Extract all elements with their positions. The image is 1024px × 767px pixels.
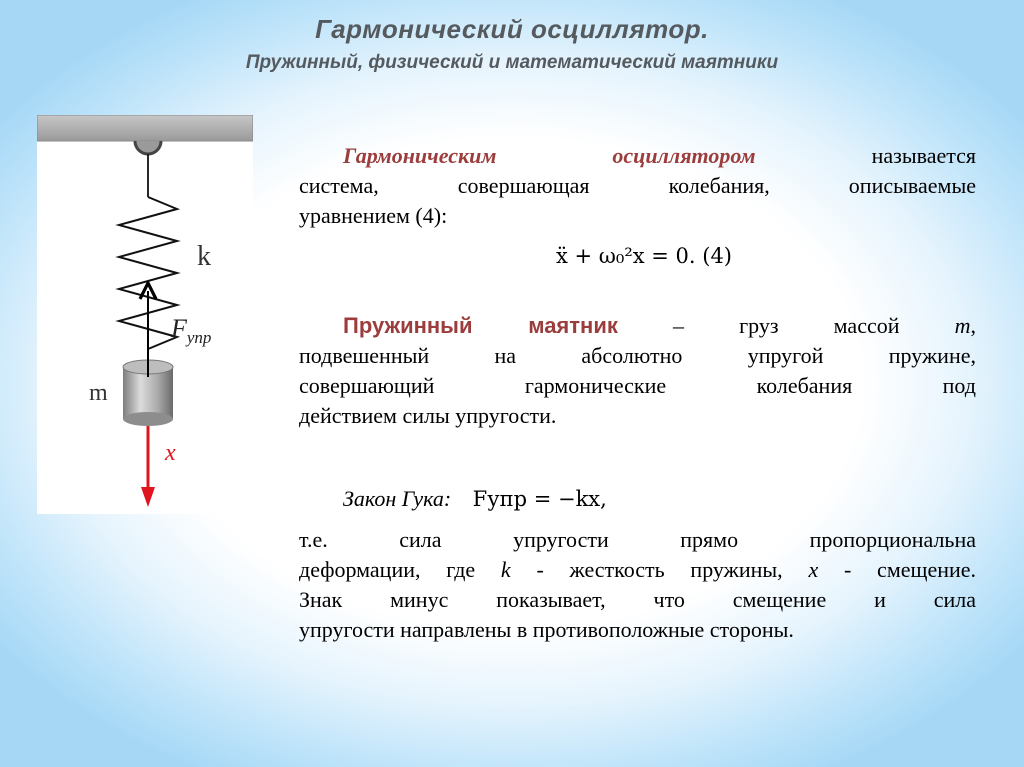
- spring-line-1: [299, 311, 976, 341]
- spring-pendulum-paragraph: [299, 311, 976, 431]
- x-axis-label: x: [165, 440, 176, 466]
- hooke-line-1: т.е. сила упругости прямо пропорциональна: [299, 527, 976, 552]
- hooke-line-3: Знак минус показывает, что смещение и сила: [299, 587, 976, 612]
- hooke-line-4: упругости направлены в противоположные стороны.: [299, 617, 794, 642]
- spring-pendulum-diagram: [37, 115, 253, 514]
- hooke-var-x: x: [808, 557, 819, 582]
- definition-line-1: [299, 141, 976, 171]
- slide-subtitle: Пружинный, физический и математический маятники: [245, 52, 779, 73]
- spring-line-2: подвешенный на абсолютно упругой пружине,: [299, 343, 976, 368]
- term-harmonic: Гармоническим: [343, 143, 497, 168]
- term-oscillator: осциллятором: [612, 143, 756, 168]
- definition-line-3: уравнением (4):: [299, 203, 448, 228]
- x-axis-arrowhead: [141, 487, 155, 507]
- hooke-law-label: Закон Гука:: [343, 486, 452, 511]
- definition-line-2: система, совершающая колебания, описываемые: [299, 173, 976, 198]
- spring-var-m: m,: [954, 313, 977, 338]
- hooke-law-formula: Fупр = −kx,: [472, 487, 607, 511]
- spring-line-1-rest: – груз массой: [673, 313, 900, 338]
- hooke-law-line: [299, 484, 976, 514]
- hooke-line-2: деформации, где k - жесткость пружины, x - смещение.: [299, 557, 977, 582]
- oscillator-equation: ẍ + ω₀²x = 0. (4): [556, 244, 732, 268]
- definition-paragraph: [299, 141, 976, 231]
- ceiling: [37, 115, 253, 141]
- hooke-var-k: k: [500, 557, 511, 582]
- spring-line-4: действием силы упругости.: [299, 403, 557, 428]
- spring-constant-label: k: [197, 241, 211, 272]
- force-label: $F_{упр}$: [171, 314, 212, 347]
- slide-title: Гармонический осциллятор.: [315, 14, 709, 44]
- mass-label: m: [89, 380, 108, 406]
- spring-pendulum-figure: [37, 115, 253, 514]
- term-spring-pendulum: Пружинный маятник: [343, 313, 618, 338]
- hooke-explanation-paragraph: [299, 525, 976, 645]
- hook: [135, 141, 161, 154]
- spring-line-3: совершающий гармонические колебания под: [299, 373, 976, 398]
- definition-line-1-rest: называется: [871, 143, 977, 168]
